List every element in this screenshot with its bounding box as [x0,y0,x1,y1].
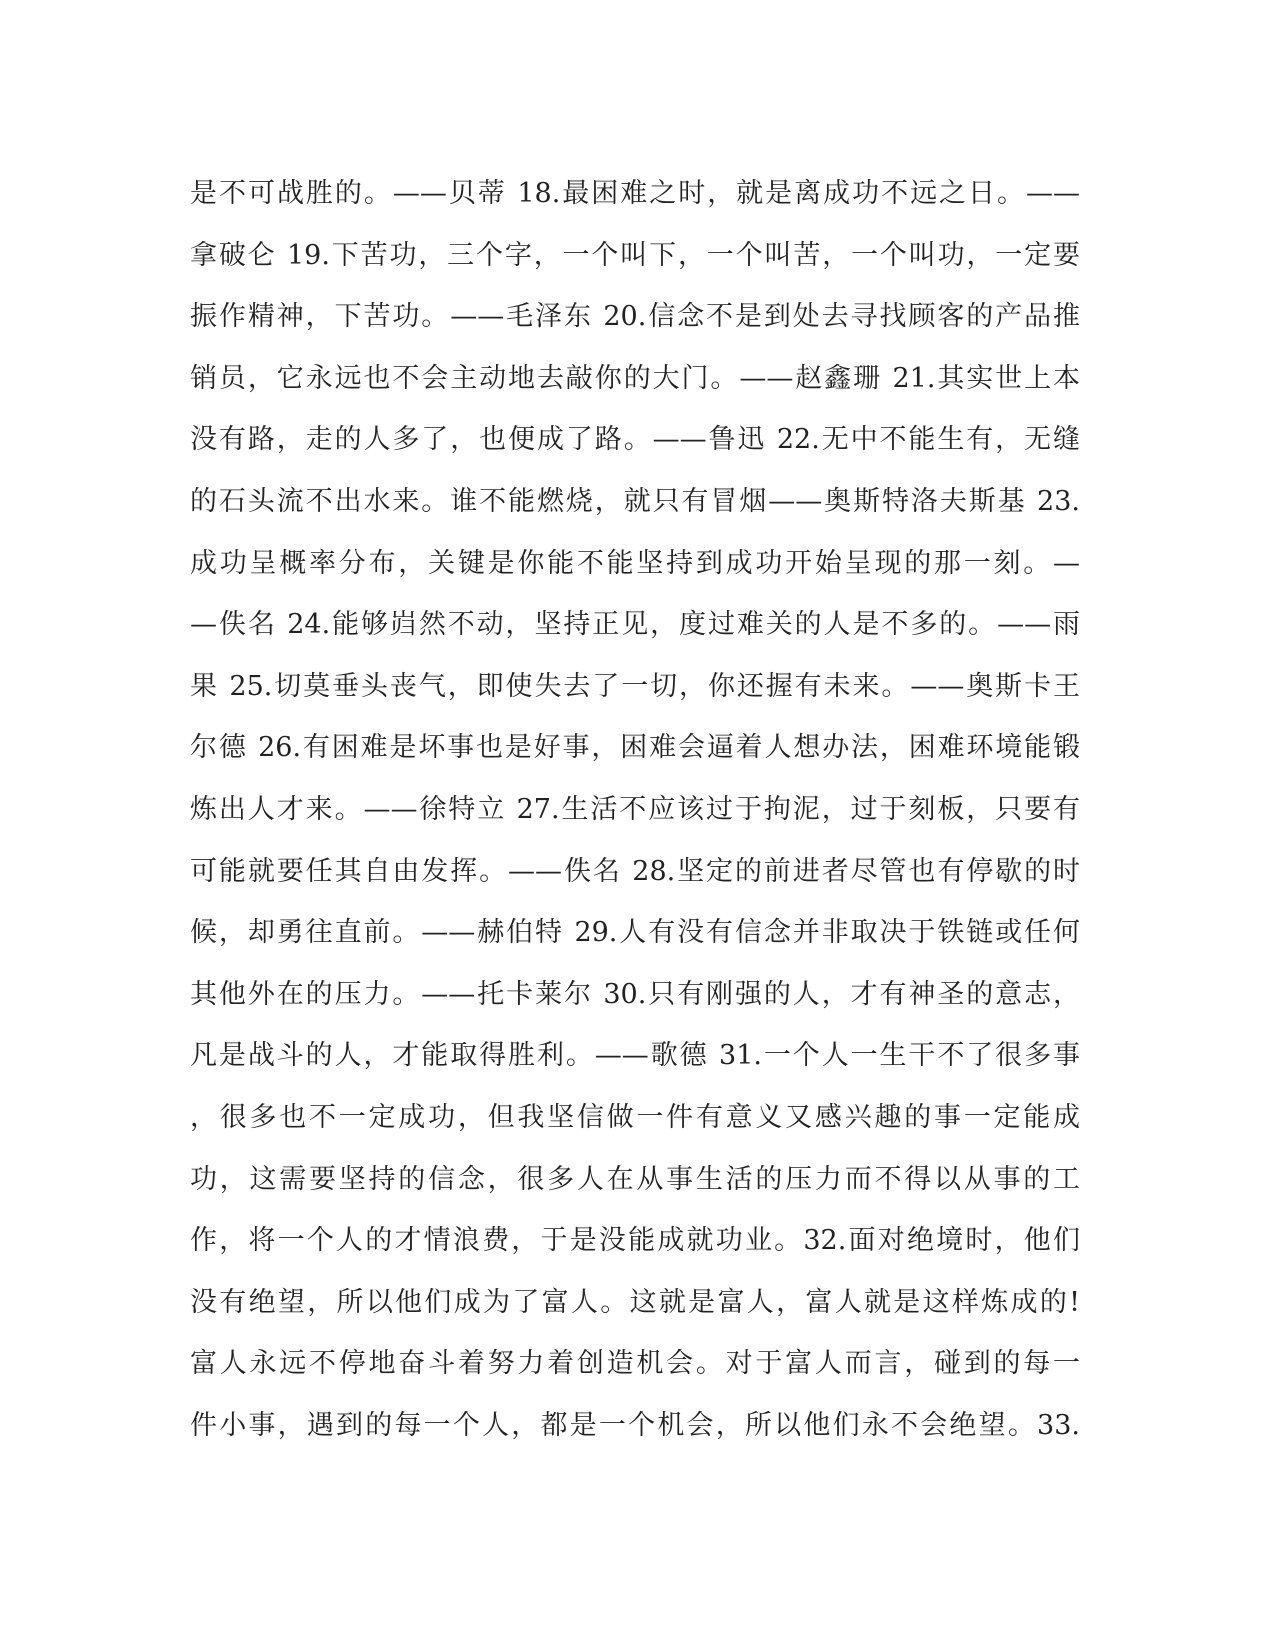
text-line: 销员，它永远也不会主动地去敲你的大门。——赵鑫珊 21.其实世上本 [190,362,1080,394]
text-line: 富人永远不停地奋斗着努力着创造机会。对于富人而言，碰到的每一 [190,1348,1080,1380]
body-text [190,163,1080,1456]
text-line: 可能就要任其自由发挥。——佚名 28.坚定的前进者尽管也有停歇的时 [190,855,1080,887]
text-line: 件小事，遇到的每一个人，都是一个机会，所以他们永不会绝望。33. [190,1409,1080,1441]
text-line: 炼出人才来。——徐特立 27.生活不应该过于拘泥，过于刻板，只要有 [190,793,1080,825]
text-line: 没有绝望，所以他们成为了富人。这就是富人，富人就是这样炼成的! [190,1286,1080,1318]
text-line: 功，这需要坚持的信念，很多人在从事生活的压力而不得以从事的工 [190,1163,1080,1195]
text-line: 是不可战胜的。——贝蒂 18.最困难之时，就是离成功不远之日。—— [190,178,1080,209]
text-line: 振作精神，下苦功。——毛泽东 20.信念不是到处去寻找顾客的产品推 [190,301,1080,333]
text-line: ，很多也不一定成功，但我坚信做一件有意义又感兴趣的事一定能成 [190,1101,1080,1133]
text-line: 候，却勇往直前。——赫伯特 29.人有没有信念并非取决于铁链或任何 [190,917,1080,949]
text-line: 拿破仑 19.下苦功，三个字，一个叫下，一个叫苦，一个叫功，一定要 [190,239,1080,271]
text-line: 凡是战斗的人，才能取得胜利。——歌德 31.一个人一生干不了很多事 [190,1040,1080,1072]
text-line: 尔德 26.有困难是坏事也是好事，困难会逼着人想办法，困难环境能锻 [190,732,1080,764]
text-line: 作，将一个人的才情浪费，于是没能成就功业。32.面对绝境时，他们 [190,1225,1080,1257]
text-line: 成功呈概率分布，关键是你能不能坚持到成功开始呈现的那一刻。— [190,547,1080,579]
text-line: 其他外在的压力。——托卡莱尔 30.只有刚强的人，才有神圣的意志， [190,978,1080,1010]
text-line: 果 25.切莫垂头丧气，即使失去了一切，你还握有未来。——奥斯卡王 [190,670,1080,702]
text-line: 没有路，走的人多了，也便成了路。——鲁迅 22.无中不能生有，无缝 [190,424,1080,456]
text-line: 的石头流不出水来。谁不能燃烧，就只有冒烟——奥斯特洛夫斯基 23. [190,485,1080,517]
text-line: —佚名 24.能够岿然不动，坚持正见，度过难关的人是不多的。——雨 [190,609,1080,641]
